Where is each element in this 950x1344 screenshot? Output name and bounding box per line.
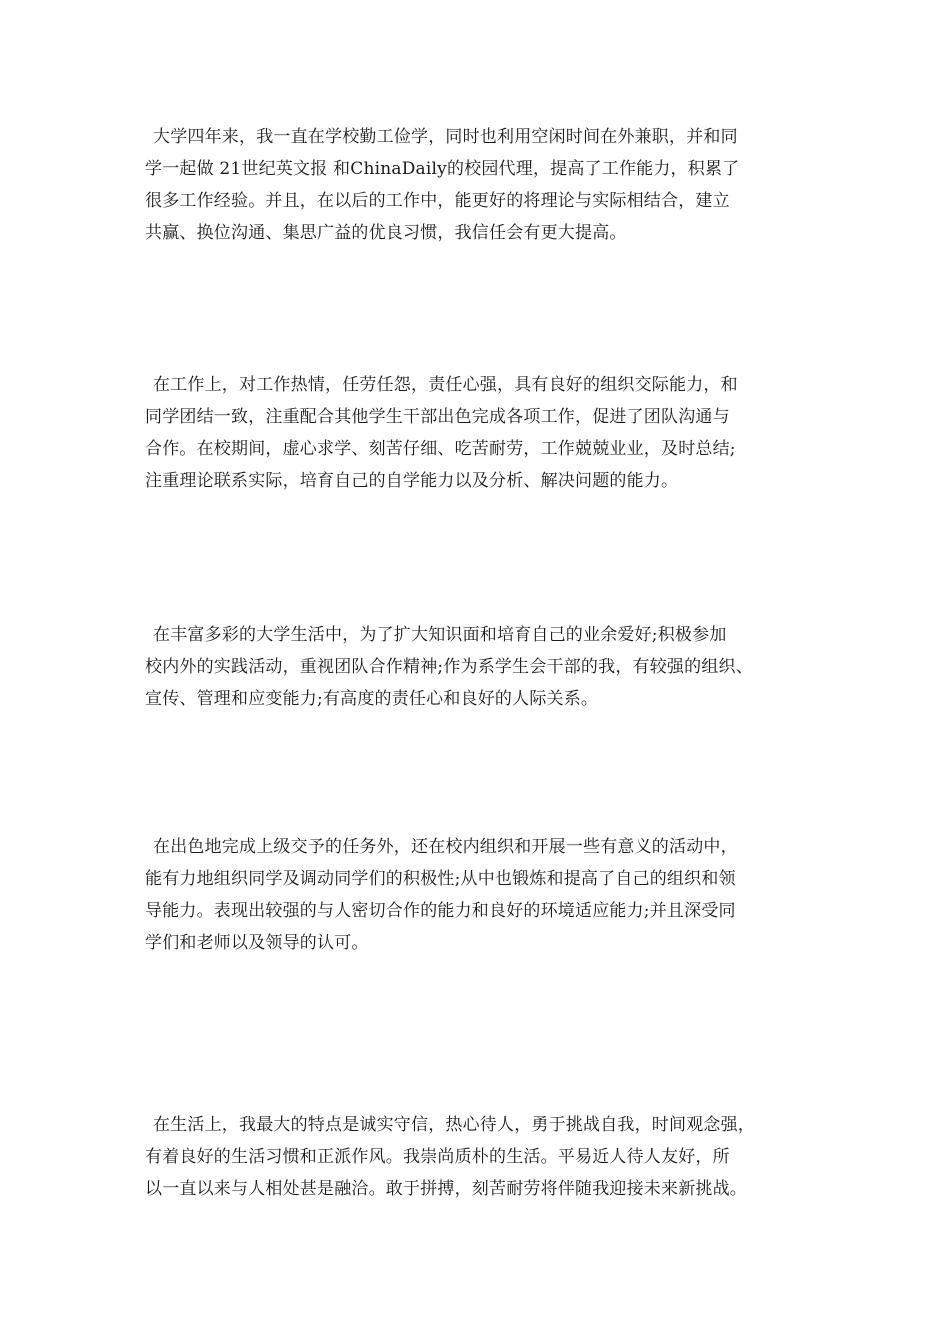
paragraph-line: 能有力地组织同学及调动同学们的积极性;从中也锻炼和提高了自己的组织和领 <box>145 869 736 889</box>
paragraph-line: 学一起做 21世纪英文报 和ChinaDaily的校园代理，提高了工作能力，积累了 <box>145 159 740 179</box>
paragraph-line: 宣传、管理和应变能力;有高度的责任心和良好的人际关系。 <box>145 689 599 709</box>
paragraph-line: 共赢、换位沟通、集思广益的优良习惯，我信任会有更大提高。 <box>145 223 627 243</box>
paragraph-line: 有着良好的生活习惯和正派作风。我崇尚质朴的生活。平易近人待人友好，所 <box>145 1147 730 1167</box>
paragraph-campus-activities <box>145 619 825 715</box>
paragraph-line: 合作。在校期间，虚心求学、刻苦仔细、吃苦耐劳，工作兢兢业业，及时总结; <box>145 439 736 459</box>
paragraph-line: 校内外的实践活动，重视团队合作精神;作为系学生会干部的我，有较强的组织、 <box>145 657 753 677</box>
paragraph-line: 很多工作经验。并且，在以后的工作中，能更好的将理论与实际相结合，建立 <box>145 191 730 211</box>
paragraph-line: 在生活上，我最大的特点是诚实守信，热心待人，勇于挑战自我，时间观念强， <box>153 1115 755 1135</box>
paragraph-line: 导能力。表现出较强的与人密切合作的能力和良好的环境适应能力;并且深受同 <box>145 901 736 921</box>
paragraph-organization-skills <box>145 831 825 959</box>
paragraph-line: 在丰富多彩的大学生活中，为了扩大知识面和培育自己的业余爱好;积极参加 <box>153 625 727 645</box>
paragraph-line: 注重理论联系实际，培育自己的自学能力以及分析、解决问题的能力。 <box>145 471 679 491</box>
paragraph-line: 在工作上，对工作热情，任劳任怨，责任心强，具有良好的组织交际能力，和 <box>153 375 738 395</box>
paragraph-line: 同学团结一致，注重配合其他学生干部出色完成各项工作，促进了团队沟通与 <box>145 407 730 427</box>
paragraph-line: 以一直以来与人相处甚是融洽。敢于拼搏，刻苦耐劳将伴随我迎接未来新挑战。 <box>145 1179 747 1199</box>
paragraph-work-attitude <box>145 369 825 497</box>
paragraph-line: 在出色地完成上级交予的任务外，还在校内组织和开展一些有意义的活动中， <box>153 837 738 857</box>
paragraph-line: 学们和老师以及领导的认可。 <box>145 933 369 953</box>
paragraph-personal-life <box>145 1109 825 1205</box>
paragraph-line: 大学四年来，我一直在学校勤工俭学，同时也利用空闲时间在外兼职，并和同 <box>153 127 738 147</box>
paragraph-part-time-work <box>145 121 825 249</box>
